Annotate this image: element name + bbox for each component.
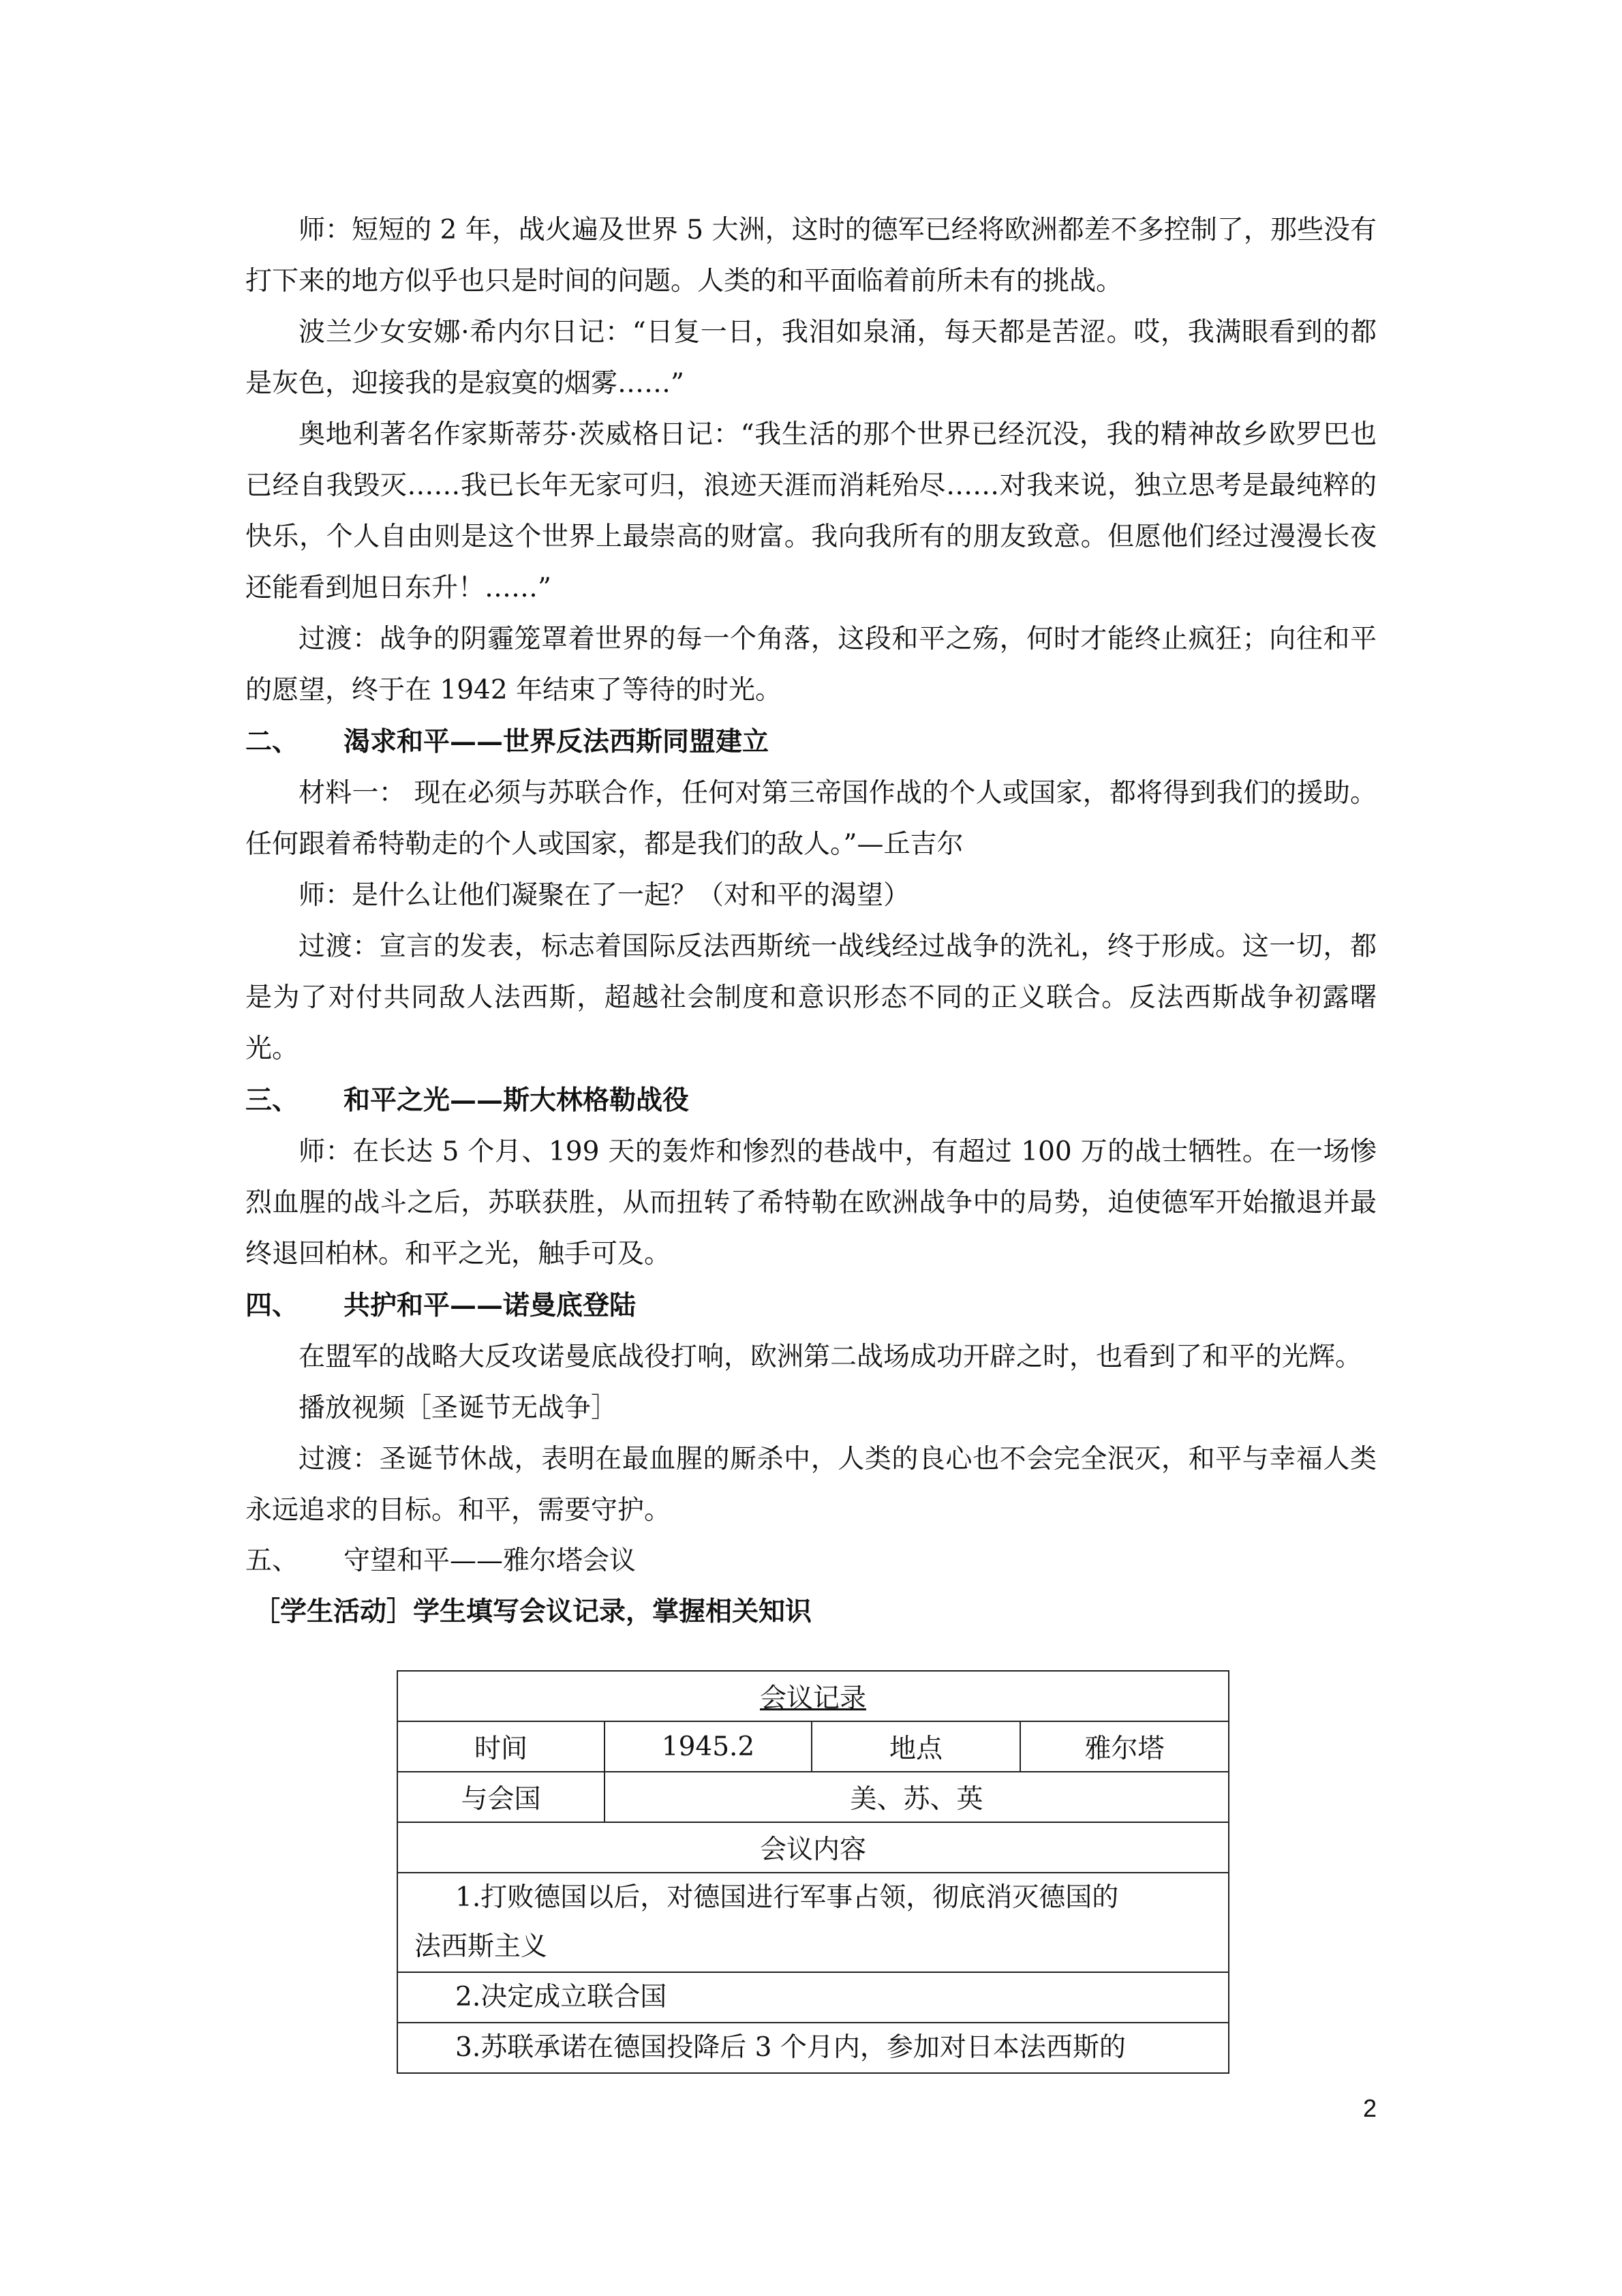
paragraph: 师：是什么让他们凝聚在了一起？（对和平的渴望） bbox=[299, 880, 911, 911]
content-item-line: 2.决定成立联合国 bbox=[455, 1982, 667, 2012]
section-title: 守望和平——雅尔塔会议 bbox=[343, 1545, 637, 1576]
section-number: 二、 bbox=[245, 726, 299, 757]
paragraph: 过渡：宣言的发表，标志着国际反法西斯统一战线经过战争的洗礼，终于形成。这一切，都是为了对付共同敌人法西斯，超越社会制度和意识形态不同的正义联合。反法西斯战争初露曙光。 bbox=[245, 931, 1377, 1064]
content-item bbox=[397, 1873, 1229, 1972]
content-item bbox=[397, 2023, 1229, 2073]
time-value: 1945.2 bbox=[605, 1721, 812, 1772]
table-row bbox=[397, 1873, 1229, 1972]
table-row bbox=[397, 1721, 1229, 1772]
document-body bbox=[245, 205, 1377, 1637]
paragraph: 奥地利著名作家斯蒂芬·茨威格日记：“我生活的那个世界已经沉没，我的精神故乡欧罗巴也已经自我毁灭……我已长年无家可归，浪迹天涯而消耗殆尽……对我来说，独立思考是最纯粹的快乐，个人自由则是这个世界上最崇高的财富。我向我所有的朋友致意。但愿他们经过漫漫长夜还能看到旭日东升！……” bbox=[245, 419, 1377, 603]
activity-label: ［学生活动］学生填写会议记录，掌握相关知识 bbox=[254, 1596, 812, 1627]
table-title: 会议记录 bbox=[397, 1671, 1229, 1721]
section-number: 五、 bbox=[245, 1545, 299, 1576]
countries-label: 与会国 bbox=[397, 1772, 605, 1822]
time-label: 时间 bbox=[397, 1721, 605, 1772]
section-heading bbox=[245, 1536, 1377, 1586]
section-heading bbox=[245, 1280, 1377, 1331]
countries-value: 美、苏、英 bbox=[605, 1772, 1229, 1822]
meeting-record-table bbox=[397, 1670, 1229, 2074]
content-label: 会议内容 bbox=[397, 1822, 1229, 1873]
content-item-line: 法西斯主义 bbox=[414, 1931, 548, 1962]
place-label: 地点 bbox=[812, 1721, 1020, 1772]
paragraph: 在盟军的战略大反攻诺曼底战役打响，欧洲第二战场成功开辟之时，也看到了和平的光辉。 bbox=[299, 1342, 1362, 1372]
paragraph: 播放视频［圣诞节无战争］ bbox=[299, 1393, 618, 1423]
page-number: 2 bbox=[1363, 2094, 1377, 2122]
paragraph: 过渡：圣诞节休战，表明在最血腥的厮杀中，人类的良心也不会完全泯灭，和平与幸福人类永远追求的目标。和平，需要守护。 bbox=[245, 1444, 1377, 1526]
table-row bbox=[397, 1822, 1229, 1873]
table-row bbox=[397, 1772, 1229, 1822]
paragraph: 师：在长达 5 个月、199 天的轰炸和惨烈的巷战中，有超过 100 万的战士牺牲。在一场惨烈血腥的战斗之后，苏联获胜，从而扭转了希特勒在欧洲战争中的局势，迫使德军开始撤退并最终退回柏林。和平之光，触手可及。 bbox=[245, 1136, 1377, 1269]
section-heading bbox=[245, 716, 1377, 768]
paragraph: 材料一： 现在必须与苏联合作，任何对第三帝国作战的个人或国家，都将得到我们的援助。任何跟着希特勒走的个人或国家，都是我们的敌人。”—丘吉尔 bbox=[245, 778, 1377, 860]
section-heading bbox=[245, 1074, 1377, 1126]
section-number: 三、 bbox=[245, 1085, 299, 1116]
section-title: 和平之光——斯大林格勒战役 bbox=[343, 1085, 690, 1116]
table-row bbox=[397, 1972, 1229, 2023]
section-title: 渴求和平——世界反法西斯同盟建立 bbox=[343, 726, 769, 757]
section-title: 共护和平——诺曼底登陆 bbox=[343, 1290, 637, 1321]
content-item-line: 1.打败德国以后，对德国进行军事占领，彻底消灭德国的 bbox=[455, 1882, 1119, 1913]
table-row bbox=[397, 1671, 1229, 1721]
paragraph: 师：短短的 2 年，战火遍及世界 5 大洲，这时的德军已经将欧洲都差不多控制了，那些没有打下来的地方似乎也只是时间的问题。人类的和平面临着前所未有的挑战。 bbox=[245, 215, 1377, 297]
content-item bbox=[397, 1972, 1229, 2023]
section-number: 四、 bbox=[245, 1290, 299, 1321]
paragraph: 波兰少女安娜·希内尔日记：“日复一日，我泪如泉涌，每天都是苦涩。哎，我满眼看到的都是灰色，迎接我的是寂寞的烟雾……” bbox=[245, 317, 1377, 399]
content-item-line: 3.苏联承诺在德国投降后 3 个月内，参加对日本法西斯的 bbox=[455, 2032, 1126, 2063]
place-value: 雅尔塔 bbox=[1020, 1721, 1229, 1772]
paragraph: 过渡：战争的阴霾笼罩着世界的每一个角落，这段和平之殇，何时才能终止疯狂；向往和平的愿望，终于在 1942 年结束了等待的时光。 bbox=[245, 624, 1377, 706]
table-row bbox=[397, 2023, 1229, 2073]
